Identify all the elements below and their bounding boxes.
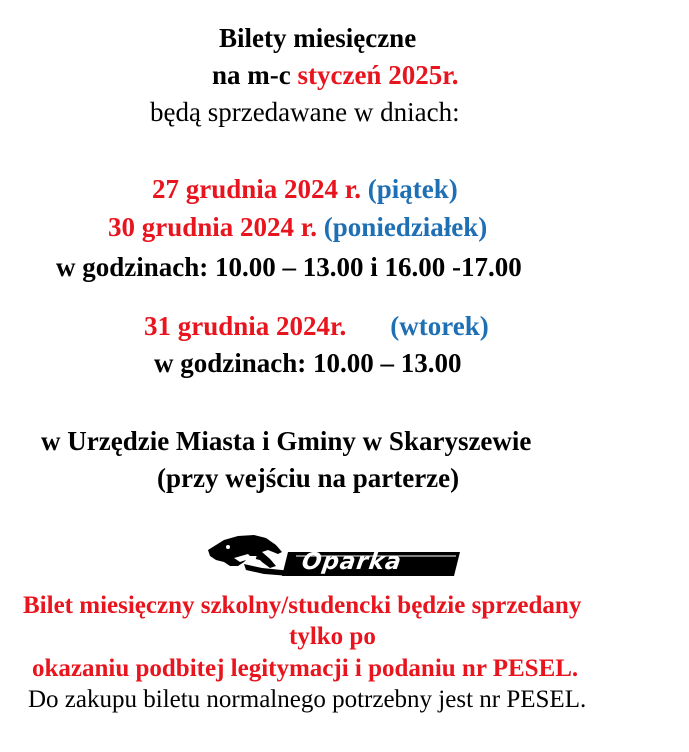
day-1: (piątek) xyxy=(367,174,458,204)
date-line-3 xyxy=(144,310,489,342)
date-1: 27 grudnia 2024 r. xyxy=(152,174,368,204)
notice-line-1: Bilet miesięczny szkolny/studencki będzie sprzedany xyxy=(23,592,582,619)
hours-1: w godzinach: 10.00 – 13.00 i 16.00 -17.00 xyxy=(56,252,522,282)
title: Bilety miesięczne xyxy=(219,23,417,53)
date-2: 30 grudnia 2024 r. xyxy=(108,212,324,242)
notice-line-4: Do zakupu biletu normalnego potrzebny jest nr PESEL. xyxy=(28,686,587,713)
notice-line-3: okazaniu podbitej legitymacji i podaniu nr PESEL. xyxy=(32,655,579,682)
location-line-1: w Urzędzie Miasta i Gminy w Skaryszewie xyxy=(41,426,532,456)
date-line-2 xyxy=(108,211,487,243)
day-3: (wtorek) xyxy=(390,311,489,341)
period-line xyxy=(212,59,458,91)
day-2: (poniedziałek) xyxy=(323,212,488,242)
hours-2: w godzinach: 10.00 – 13.00 xyxy=(154,348,462,378)
location-line-2: (przy wejściu na parterze) xyxy=(157,463,460,493)
logo-text: Oparka xyxy=(300,549,404,575)
intro-text: będą sprzedawane w dniach: xyxy=(150,97,460,127)
period-prefix: na m-c xyxy=(212,60,298,90)
date-3: 31 grudnia 2024r. xyxy=(144,311,347,341)
notice-line-2: tylko po xyxy=(289,623,376,650)
oparka-logo xyxy=(204,532,466,580)
date-line-1 xyxy=(152,173,458,205)
period-value: styczeń 2025r. xyxy=(297,60,459,90)
